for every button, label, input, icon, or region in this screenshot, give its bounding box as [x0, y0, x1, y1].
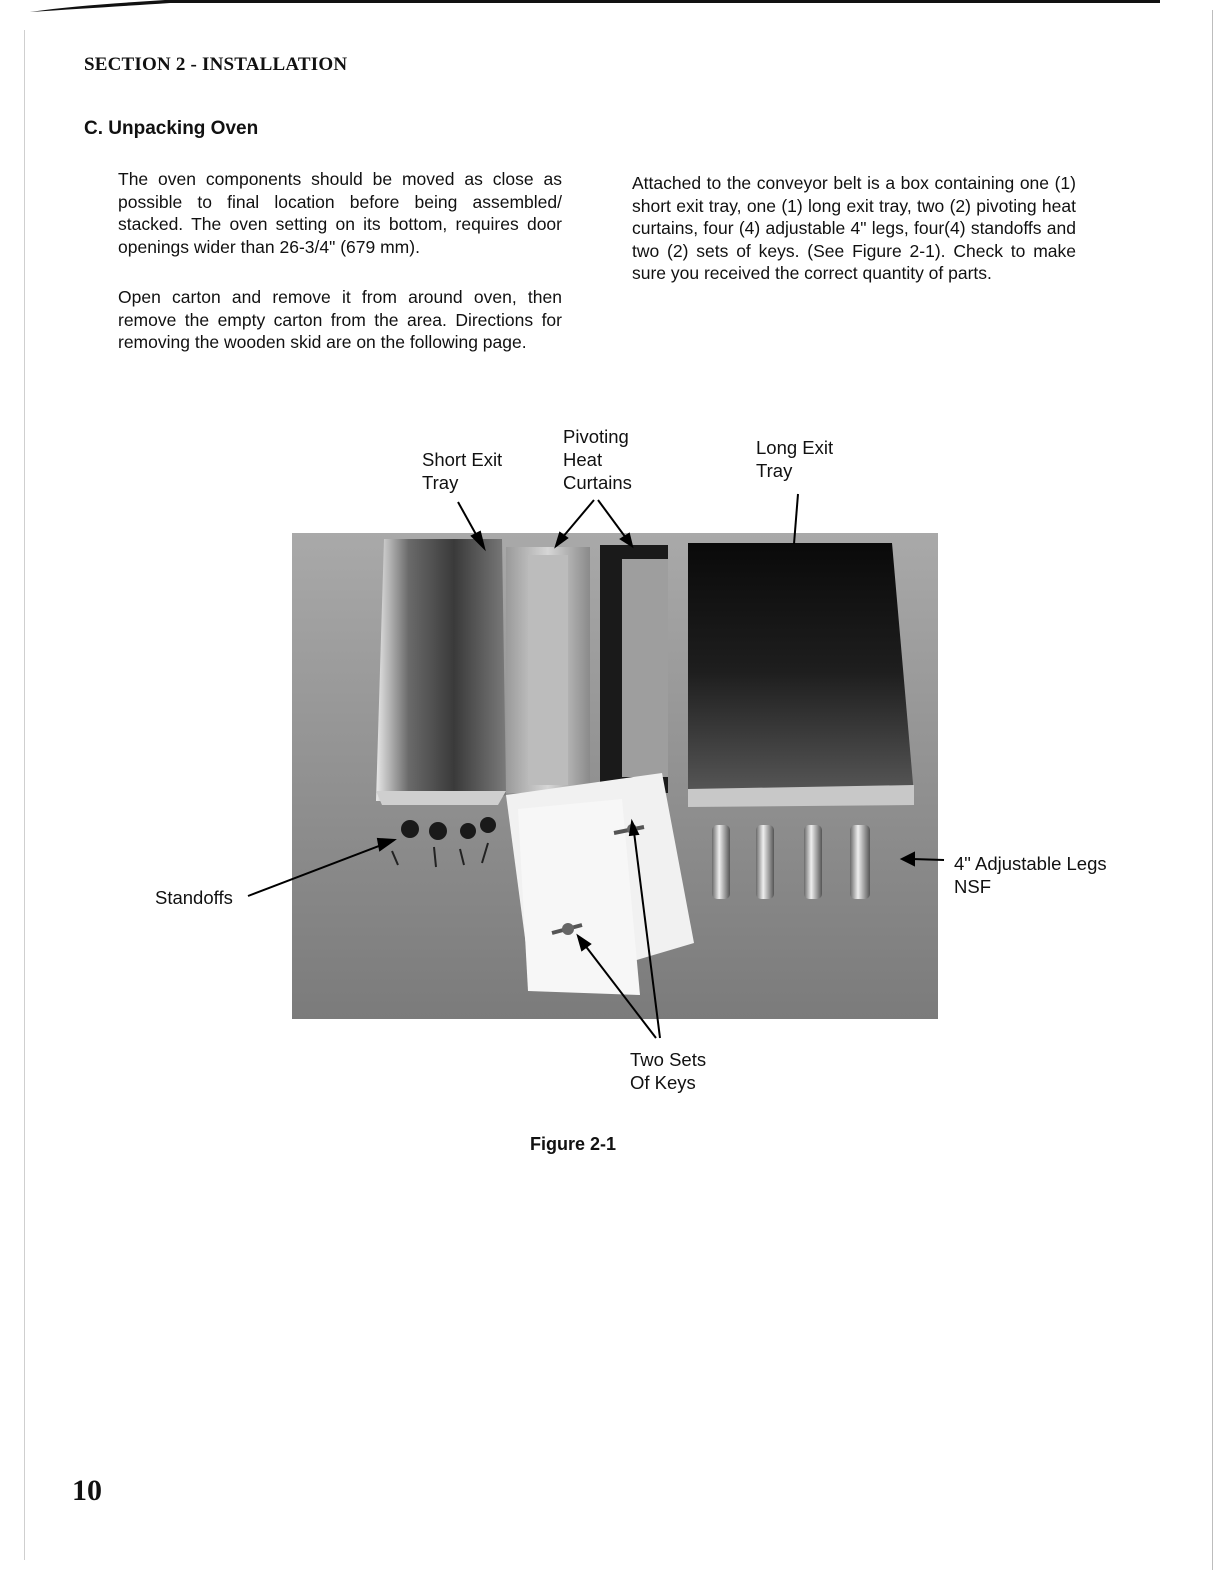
label-long-exit-tray-line2: Tray — [756, 460, 793, 481]
subsection-title: C. Unpacking Oven — [84, 118, 259, 139]
paragraph-moving-components: The oven components should be moved as close as possible to final location before being assembled/ stacked. The oven setting on its bottom, requires door openings wider than 26-3/4" (679 mm). — [118, 169, 562, 257]
label-pivoting-line2: Heat — [563, 449, 603, 470]
label-adjustable-legs-line2: NSF — [954, 876, 991, 897]
label-short-exit-tray — [422, 448, 502, 494]
label-two-sets-of-keys — [630, 1048, 706, 1094]
label-pivoting-heat-curtains — [563, 425, 632, 494]
label-long-exit-tray-line1: Long Exit — [756, 437, 834, 458]
label-keys-line1: Two Sets — [630, 1049, 707, 1070]
paragraph-open-carton: Open carton and remove it from around oven, then remove the empty carton from the area. Directions for removing the wooden skid are on the following page. — [118, 287, 562, 352]
label-long-exit-tray — [756, 436, 833, 482]
label-standoffs: Standoffs — [155, 887, 233, 908]
label-adjustable-legs-line1: 4" Adjustable Legs — [954, 853, 1107, 874]
page-number: 10 — [72, 1474, 102, 1507]
paragraph-box-contents: Attached to the conveyor belt is a box containing one (1) short exit tray, one (1) long exit tray, two (2) pivoting heat curtains, four (4) adjustable 4" legs, four(4) standoffs and two (2) sets of keys. (See Figure 2-1). Check to make sure you received the correct quantity of parts. — [632, 173, 1076, 283]
label-pivoting-line1: Pivoting — [563, 426, 629, 447]
section-header: SECTION 2 - INSTALLATION — [84, 54, 348, 75]
label-short-exit-tray-line1: Short Exit — [422, 449, 503, 470]
label-short-exit-tray-line2: Tray — [422, 472, 459, 493]
label-pivoting-line3: Curtains — [563, 472, 632, 493]
label-adjustable-legs — [954, 852, 1107, 898]
figure-caption: Figure 2-1 — [530, 1134, 617, 1154]
label-keys-line2: Of Keys — [630, 1072, 696, 1093]
